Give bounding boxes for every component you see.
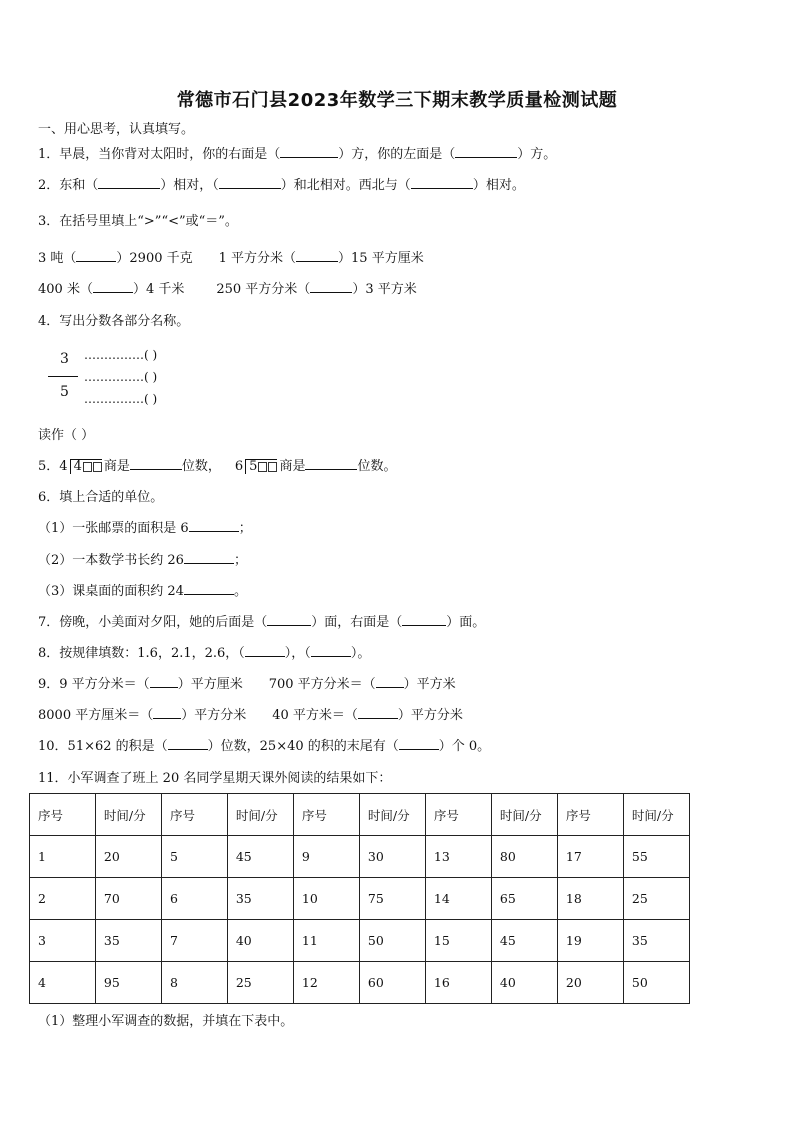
digit-box bbox=[258, 462, 267, 472]
answer-blank[interactable] bbox=[455, 157, 517, 158]
answer-blank[interactable] bbox=[150, 687, 178, 688]
answer-blank[interactable] bbox=[153, 718, 181, 719]
question-6-item: （2）一本数学书长约 26 ； bbox=[38, 553, 247, 568]
table-cell: 16 bbox=[425, 962, 491, 1004]
table-header-cell: 时间/分 bbox=[491, 794, 557, 836]
table-cell: 50 bbox=[359, 920, 425, 962]
question-7: 7．傍晚，小美面对夕阳，她的后面是（ ）面，右面是（ ）面。 bbox=[38, 615, 486, 630]
question-9-row-1: 9．9 平方分米＝（ ）平方厘米 700 平方分米＝（ ）平方米 bbox=[38, 677, 456, 692]
long-division-sign: 5 bbox=[245, 459, 277, 474]
table-row bbox=[30, 920, 690, 962]
digit-box bbox=[93, 462, 102, 472]
fraction-diagram bbox=[48, 350, 248, 410]
table-cell: 11 bbox=[293, 920, 359, 962]
long-division-sign: 4 bbox=[70, 459, 102, 474]
table-cell: 18 bbox=[557, 878, 623, 920]
table-header-cell: 序号 bbox=[161, 794, 227, 836]
fraction-bar bbox=[48, 376, 78, 377]
answer-blank[interactable] bbox=[189, 531, 239, 532]
table-cell: 50 bbox=[623, 962, 689, 1004]
table-header-cell: 序号 bbox=[293, 794, 359, 836]
answer-blank[interactable] bbox=[184, 563, 234, 564]
table-cell: 65 bbox=[491, 878, 557, 920]
answer-blank[interactable] bbox=[130, 469, 182, 470]
table-cell: 3 bbox=[30, 920, 96, 962]
question-3: 3．在括号里填上“>”“<”或“＝”。 bbox=[38, 214, 238, 229]
table-cell: 7 bbox=[161, 920, 227, 962]
table-cell: 25 bbox=[623, 878, 689, 920]
table-cell: 40 bbox=[491, 962, 557, 1004]
table-cell: 60 bbox=[359, 962, 425, 1004]
table-cell: 55 bbox=[623, 836, 689, 878]
question-10: 10．51×62 的积是（ ）位数，25×40 的积的末尾有（ ）个 0。 bbox=[38, 739, 491, 754]
digit-box bbox=[83, 462, 92, 472]
table-cell: 15 bbox=[425, 920, 491, 962]
table-cell: 20 bbox=[95, 836, 161, 878]
table-cell: 4 bbox=[30, 962, 96, 1004]
question-3-row-2: 400 米（ ）4 千米 250 平方分米（ ）3 平方米 bbox=[38, 282, 417, 297]
table-cell: 14 bbox=[425, 878, 491, 920]
answer-blank[interactable] bbox=[399, 749, 439, 750]
reading-time-table bbox=[29, 793, 690, 1004]
table-header-cell: 时间/分 bbox=[623, 794, 689, 836]
question-11: 11．小军调查了班上 20 名同学星期天课外阅读的结果如下： bbox=[38, 771, 392, 786]
question-6-item: （3）课桌面的面积约 24 。 bbox=[38, 584, 247, 599]
question-8: 8．按规律填数：1.6，2.1，2.6，（ ），（ ）。 bbox=[38, 646, 371, 661]
table-cell: 8 bbox=[161, 962, 227, 1004]
table-cell: 95 bbox=[95, 962, 161, 1004]
answer-blank[interactable] bbox=[245, 656, 285, 657]
answer-blank[interactable] bbox=[311, 656, 351, 657]
fraction-part-label[interactable]: ……………( ) bbox=[84, 370, 158, 384]
table-cell: 2 bbox=[30, 878, 96, 920]
table-cell: 1 bbox=[30, 836, 96, 878]
table-header-cell: 序号 bbox=[557, 794, 623, 836]
table-cell: 45 bbox=[491, 920, 557, 962]
fraction-part-label[interactable]: ……………( ) bbox=[84, 392, 158, 406]
page-title: 常德市石门县2023年数学三下期末教学质量检测试题 bbox=[176, 90, 618, 111]
table-cell: 75 bbox=[359, 878, 425, 920]
table-cell: 80 bbox=[491, 836, 557, 878]
question-4-read-as: 读作（ ） bbox=[38, 428, 95, 443]
question-5: 5．4 4 商是 位数， 6 5 商是 位数。 bbox=[38, 459, 397, 474]
answer-blank[interactable] bbox=[76, 261, 116, 262]
answer-blank[interactable] bbox=[310, 292, 352, 293]
fraction-numerator: 3 bbox=[60, 351, 69, 367]
table-header-cell: 序号 bbox=[425, 794, 491, 836]
table-cell: 35 bbox=[95, 920, 161, 962]
answer-blank[interactable] bbox=[402, 625, 446, 626]
answer-blank[interactable] bbox=[168, 749, 208, 750]
answer-blank[interactable] bbox=[280, 157, 338, 158]
table-row bbox=[30, 836, 690, 878]
table-header-cell: 时间/分 bbox=[359, 794, 425, 836]
table-row bbox=[30, 962, 690, 1004]
question-4: 4．写出分数各部分名称。 bbox=[38, 314, 190, 329]
answer-blank[interactable] bbox=[305, 469, 357, 470]
table-cell: 17 bbox=[557, 836, 623, 878]
answer-blank[interactable] bbox=[267, 625, 311, 626]
answer-blank[interactable] bbox=[98, 188, 160, 189]
question-2: 2．东和（ ）相对，（ ）和北相对。西北与（ ）相对。 bbox=[38, 178, 525, 193]
table-cell: 20 bbox=[557, 962, 623, 1004]
table-cell: 35 bbox=[623, 920, 689, 962]
table-cell: 25 bbox=[227, 962, 293, 1004]
table-header-cell: 时间/分 bbox=[95, 794, 161, 836]
table-cell: 9 bbox=[293, 836, 359, 878]
table-header-cell: 序号 bbox=[30, 794, 96, 836]
answer-blank[interactable] bbox=[358, 718, 398, 719]
answer-blank[interactable] bbox=[184, 594, 234, 595]
answer-blank[interactable] bbox=[296, 261, 338, 262]
section-heading: 一、用心思考，认真填写。 bbox=[38, 122, 195, 137]
table-header-cell: 时间/分 bbox=[227, 794, 293, 836]
question-6-item: （1）一张邮票的面积是 6 ； bbox=[38, 521, 252, 536]
table-cell: 35 bbox=[227, 878, 293, 920]
table-header-row bbox=[30, 794, 690, 836]
question-11-sub-1: （1）整理小军调查的数据，并填在下表中。 bbox=[38, 1014, 294, 1029]
table-cell: 40 bbox=[227, 920, 293, 962]
table-cell: 12 bbox=[293, 962, 359, 1004]
table-cell: 13 bbox=[425, 836, 491, 878]
answer-blank[interactable] bbox=[376, 687, 404, 688]
question-6: 6．填上合适的单位。 bbox=[38, 490, 164, 505]
table-cell: 10 bbox=[293, 878, 359, 920]
table-cell: 70 bbox=[95, 878, 161, 920]
question-3-row-1: 3 吨（ ）2900 千克 1 平方分米（ ）15 平方厘米 bbox=[38, 251, 424, 266]
table-cell: 45 bbox=[227, 836, 293, 878]
table-cell: 30 bbox=[359, 836, 425, 878]
digit-box bbox=[268, 462, 277, 472]
table-row bbox=[30, 878, 690, 920]
question-1: 1．早晨，当你背对太阳时，你的右面是（ ）方，你的左面是（ ）方。 bbox=[38, 147, 557, 162]
table-cell: 6 bbox=[161, 878, 227, 920]
table-cell: 19 bbox=[557, 920, 623, 962]
fraction-part-label[interactable]: ……………( ) bbox=[84, 348, 158, 362]
table-cell: 5 bbox=[161, 836, 227, 878]
answer-blank[interactable] bbox=[219, 188, 281, 189]
answer-blank[interactable] bbox=[93, 292, 133, 293]
question-9-row-2: 8000 平方厘米＝（ ）平方分米 40 平方米＝（ ）平方分米 bbox=[38, 708, 463, 723]
answer-blank[interactable] bbox=[411, 188, 473, 189]
fraction-denominator: 5 bbox=[60, 384, 69, 400]
